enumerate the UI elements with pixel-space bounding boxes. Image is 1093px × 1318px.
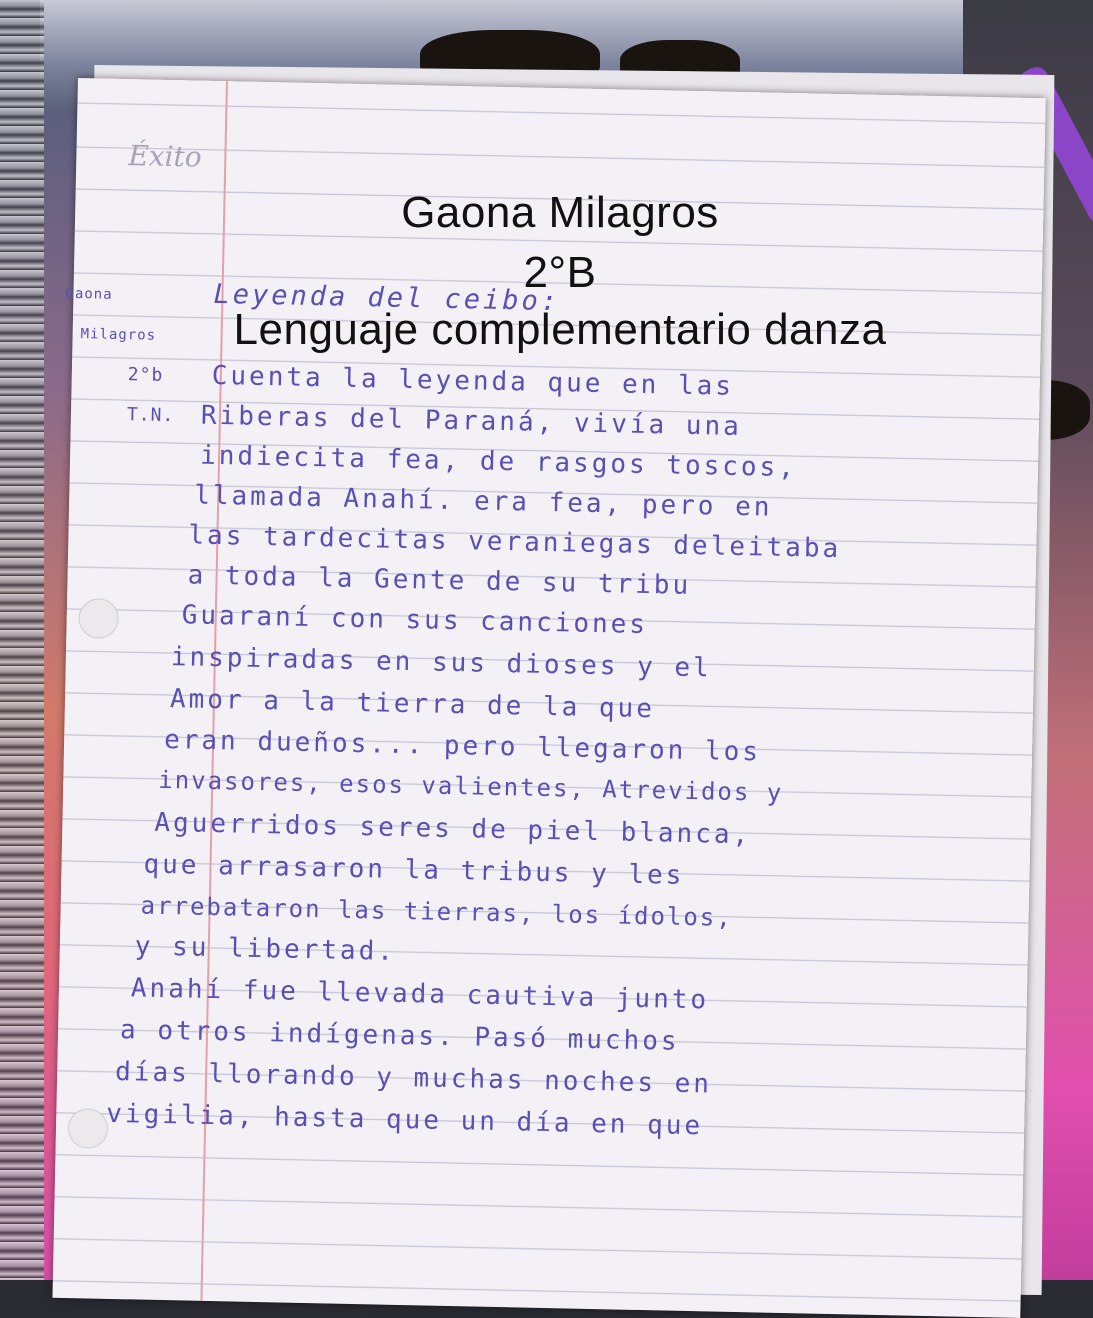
punch-hole: [68, 1108, 109, 1149]
story-line: Cuenta la leyenda que en las: [211, 360, 735, 402]
caption-grade: 2°B: [523, 248, 597, 297]
margin-note-name: Milagros: [80, 326, 157, 344]
story-line: Amor a la tierra de la que: [169, 684, 656, 725]
caption-subject: Lenguaje complementario danza: [233, 305, 887, 354]
story-line: a otros indígenas. Pasó muchos: [119, 1015, 680, 1057]
margin-note-grade: 2°b: [127, 364, 164, 386]
caption-name: Gaona Milagros: [401, 188, 719, 237]
story-line: eran dueños... pero llegaron los: [163, 724, 762, 768]
story-line: inspiradas en sus dioses y el: [170, 642, 713, 684]
punch-hole: [78, 598, 119, 639]
margin-note-surname: Gaona: [65, 285, 113, 303]
story-line: Riberas del Paraná, vivía una: [200, 400, 743, 442]
story-line: días llorando y muchas noches en: [114, 1057, 713, 1100]
story-title: Leyenda del ceibo:: [213, 278, 561, 318]
story-line: que arrasaron la tribus y les: [143, 849, 685, 891]
story-line: Anahí fue llevada cautiva junto: [130, 973, 710, 1016]
story-line: y su libertad.: [134, 931, 397, 967]
story-line: arrebataron las tierras, los ídolos,: [140, 891, 734, 932]
story-line: vigilia, hasta que un día en que: [105, 1098, 704, 1142]
story-line: Aguerridos seres de piel blanca,: [154, 807, 752, 851]
margin-note-shift: T.N.: [126, 404, 175, 427]
story-line: invasores, esos valientes, Atrevidos y: [158, 765, 784, 807]
story-line: las tardecitas veraniegas deleitaba: [188, 520, 842, 565]
watermark-logo: Éxito: [128, 139, 203, 174]
story-line: indiecita fea, de rasgos toscos,: [199, 440, 798, 484]
story-line: Guaraní con sus canciones: [181, 600, 649, 641]
notebook-spiral: [0, 0, 44, 1280]
story-line: a toda la Gente de su tribu: [187, 560, 692, 601]
story-line: llamada Anahí. era fea, pero en: [193, 480, 773, 523]
